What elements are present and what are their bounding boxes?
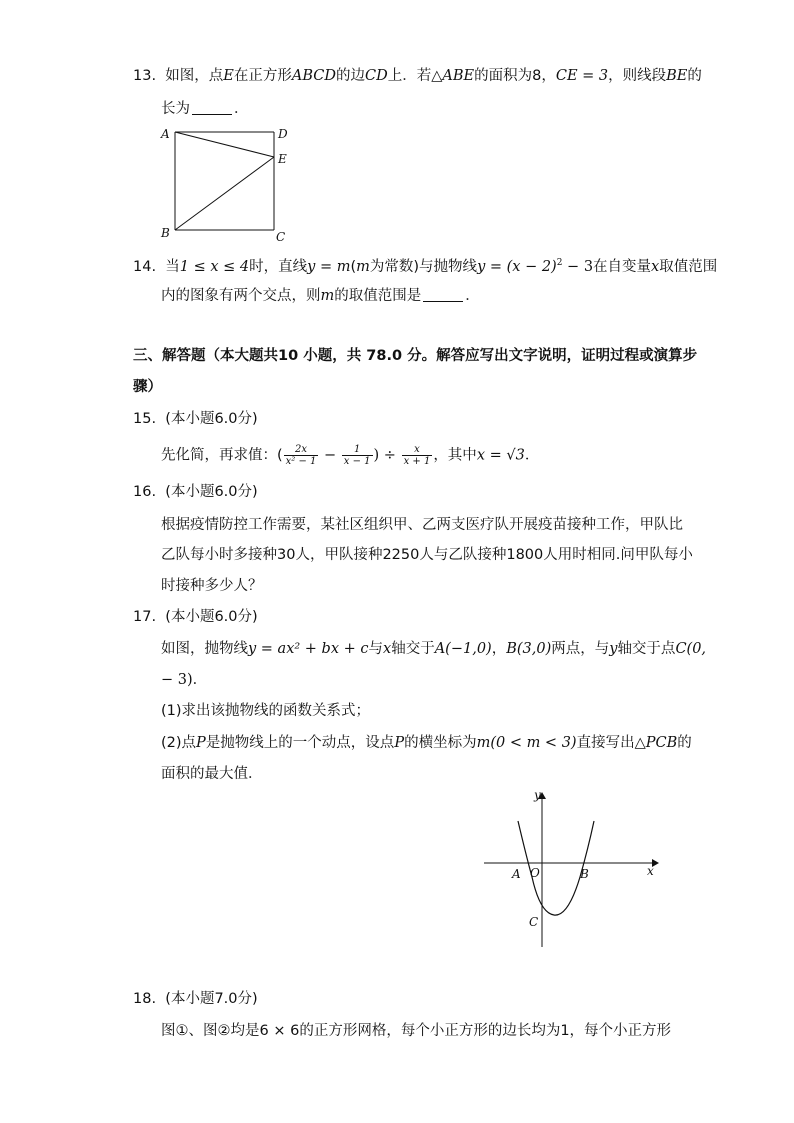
q13-line2: 长为 ． bbox=[161, 101, 249, 117]
label-e: E bbox=[278, 152, 287, 166]
q15-number: 15. bbox=[133, 411, 157, 427]
q13-square-figure bbox=[155, 122, 295, 247]
q18-number: 18. bbox=[133, 991, 157, 1007]
answer-blank[interactable] bbox=[192, 100, 232, 115]
label-d: D bbox=[278, 127, 288, 141]
q16-line3: 时接种多少人？ bbox=[161, 578, 263, 594]
q15-body: 先化简，再求值：( $\frac{2x}{\text{x² − 1}}$ − $\frac{1}{x - 1}$ ) ÷ $\frac{x}{x + 1}$ ，其中x = √3． bbox=[161, 444, 540, 467]
q13-number: 13. bbox=[133, 68, 157, 84]
q17-line5: 面积的最大值． bbox=[161, 766, 263, 782]
label-b: B bbox=[161, 226, 170, 240]
q16-line2: 乙队每小时多接种30人，甲队接种2250人与乙队接种1800人用时相同.问甲队每小 bbox=[161, 547, 693, 563]
section3-heading: 三、解答题（本大题共10 小题，共 78.0 分。解答应写出文字说明，证明过程或演算步 bbox=[133, 348, 698, 364]
label-c: C bbox=[276, 230, 286, 244]
q17-line3: (1)求出该抛物线的函数关系式； bbox=[161, 703, 371, 719]
section3-heading-cont: 骤） bbox=[133, 379, 162, 395]
q15-score: (本小题6.0分) bbox=[165, 411, 258, 427]
q17-score: (本小题6.0分) bbox=[165, 609, 258, 625]
point-label-c: C bbox=[529, 915, 539, 929]
q18-header bbox=[133, 989, 258, 1009]
segment-be bbox=[175, 157, 274, 230]
origin-label-o: O bbox=[530, 866, 540, 880]
point-label-a: A bbox=[512, 867, 521, 881]
q17-header bbox=[133, 607, 258, 627]
q17-number: 17. bbox=[133, 609, 157, 625]
q14-line2: 内的图象有两个交点，则m的取值范围是 ． bbox=[161, 288, 480, 304]
q15-header bbox=[133, 409, 258, 429]
q14-number: 14. bbox=[133, 258, 157, 275]
label-a: A bbox=[161, 127, 170, 141]
q18-score: (本小题7.0分) bbox=[165, 991, 258, 1007]
axis-label-y: y bbox=[534, 788, 541, 802]
segment-ae bbox=[175, 132, 274, 157]
q16-header bbox=[133, 482, 258, 502]
q16-line1: 根据疫情防控工作需要，某社区组织甲、乙两支医疗队开展疫苗接种工作，甲队比 bbox=[161, 517, 683, 533]
point-label-b: B bbox=[580, 867, 589, 881]
fraction-2: $\frac{1}{x - 1}$ bbox=[343, 444, 371, 467]
fraction-3: $\frac{x}{x + 1}$ bbox=[403, 444, 431, 467]
q13-line1: 13. 如图，点E在正方形ABCD的边CD上．若△ABE的面积为8，CE = 3，则线段BE的 bbox=[133, 68, 702, 84]
axis-label-x: x bbox=[647, 864, 654, 878]
q16-number: 16. bbox=[133, 484, 157, 500]
q18-line1: 图①、图②均是6 × 6的正方形网格，每个小正方形的边长均为1，每个小正方形 bbox=[161, 1023, 672, 1039]
q17-line4: (2)点P是抛物线上的一个动点，设点P的横坐标为m(0 < m < 3)直接写出△PCB的 bbox=[161, 735, 692, 751]
q16-score: (本小题6.0分) bbox=[165, 484, 258, 500]
q14-line1: 14. 当1 ≤ x ≤ 4时，直线y = m(m为常数)与抛物线$y = (x - 2)^2 - 3$在自变量x取值范围 bbox=[133, 258, 718, 275]
q17-line1: 如图，抛物线y = ax² + bx + c与x轴交于A(−1,0)，B(3,0)两点，与y轴交于点C(0, bbox=[161, 641, 707, 657]
q17-parabola-figure bbox=[480, 785, 670, 955]
q17-line2: − 3)． bbox=[161, 672, 208, 688]
answer-blank[interactable] bbox=[423, 287, 463, 302]
fraction-1: $\frac{2x}{\text{x² − 1}}$ bbox=[285, 444, 317, 467]
